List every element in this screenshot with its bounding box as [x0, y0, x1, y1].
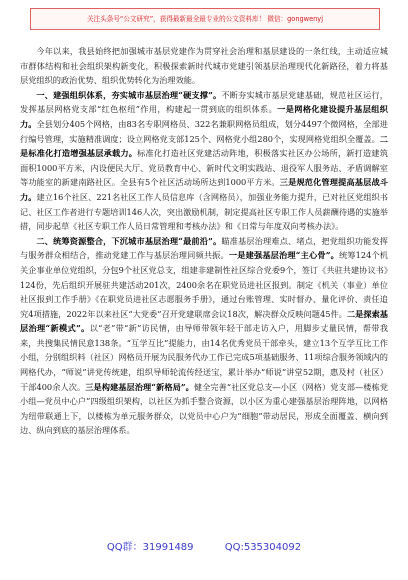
- text-run: 标准化打造社区党建活动阵地，积极落实社区办公场所，新打造建筑面积1000平方米，内设便民大厅、党员教育中心、新时代文明实践站、退役军人服务站、矛盾调解室等功能室的新建南路社区。全县有5个社区活动场所达到1000平方米。: [20, 148, 388, 188]
- text-run: 健全完善“社区党总支—小区（网格）党支部—楼栋党小组—党员中心户”四级组织架构，以社区为抓手整合资源，以小区为重心建强基层治理阵地，以网格为纽带联通上下，以楼栋为单元服务群众，以党员中心户为“细胞”带动居民，形成全面覆盖、横向到边、纵向到底的基层治理体系。: [20, 381, 388, 436]
- bold-heading-run: 二是探索基层治理“新模式”。: [20, 308, 388, 334]
- bold-heading-run: 一是网格化建设提升基层组织力。: [20, 104, 388, 129]
- bold-heading-run: 二是标准化打造增强基层承载力。: [20, 133, 388, 159]
- promo-banner: [30, 8, 380, 30]
- text-run: 不断夯实城市基层党建基础，规范社区运行，发挥基层网格党支部“红色枢纽”作用，构建起一贯到底的组织体系。: [20, 89, 388, 115]
- bold-heading-run: 一是建强基层治理“主心骨”。: [228, 250, 339, 261]
- text-run: 全县划分405个网格，由83名专职网格员、322名兼职网格员组成，划分4497个微网格，全部进行编号管理，实施精准调度；设立网格党支部125个、网格党小组280个，实现网格党组织全覆盖。: [20, 118, 388, 144]
- text-run: 建立16个社区、221名社区工作人员信息库（含网格员），加强业务能力提升，已对社区党组织书记、社区工作者进行专题培训146人次，突出激励机制，制定提高社区专职工作人员薪酬待遇的实施举措，同步起草《社区专职工作人员日常管理和考核办法》和《日常与年度双向考核办法》。: [20, 191, 388, 232]
- document-body: [20, 44, 388, 526]
- footer-qq-group: QQ群：31991489: [106, 542, 194, 553]
- text-run: 今年以来，我县始终把加强城市基层党建作为贯穿社会治理和基层建设的一条红线，主动适应城市群体结构和社会组织架构新变化，积极探索新时代城市党建引领基层治理现代化新路径，着力将基层党组织的政治优势、组织优势转化为治理效能。: [20, 46, 388, 86]
- page-footer: [0, 538, 408, 556]
- footer-qq-number: QQ:535304092: [224, 542, 302, 553]
- body-paragraph: [20, 234, 388, 438]
- promo-banner-text: 关注头条号“公文研究”，获得最新最全最专业的公文资料库！ 微信：gongwenyj: [86, 15, 324, 23]
- body-paragraph: [20, 88, 388, 234]
- text-run: 统筹124个机关企事业单位党组织，分包9个社区党总支，组建非建制性社区综合党委9个，签订《共驻共建协议书》124份，先后组织开展驻共建活动201次，2400余名在职党员进社区报到。制定《机关（事业）单位社区报到工作手册》《在职党员进社区志愿服务手册》，通过台账管理、实时督办、量化评价、责任追究4项措施，2022年以来社区“大党委”召开党建联席会议18次，解决群众反映问题45件。: [20, 250, 388, 319]
- body-paragraph: [20, 44, 388, 88]
- text-run: 以“老”带“新”访民情，由导师带领年轻干部走访入户，用脚步丈量民情，帮带我来，共搜集民情民意138条。“互学互比”提能力，由14名优秀党员干部牵头，建立13个互学互比工作小组，分别组织料（社区）网格员开展为民服务代办工作已完成5项基础服务、11项综合服务领域内的网格代办，“师说”讲党传统建，组织导师轮流传经送宝，累计举办“师说”讲堂52期，惠及村（社区）干部400余人次。: [20, 323, 388, 392]
- bold-heading-run: 一、建强组织体系，夯实城市基层治理“硬支撑”。: [36, 89, 222, 100]
- text-run: 瞄准基层治理难点、堵点，把党组织功能发挥与服务群众相结合，推动党建工作与基层治理同频共振。: [20, 235, 388, 261]
- bold-heading-run: 三是规范化管理提高基层战斗力。: [20, 177, 388, 202]
- bold-heading-run: 三是构建基层治理“新格局”。: [85, 381, 194, 392]
- bold-heading-run: 二、统筹资源整合，下沉城市基层治理“最前沿”。: [36, 235, 222, 246]
